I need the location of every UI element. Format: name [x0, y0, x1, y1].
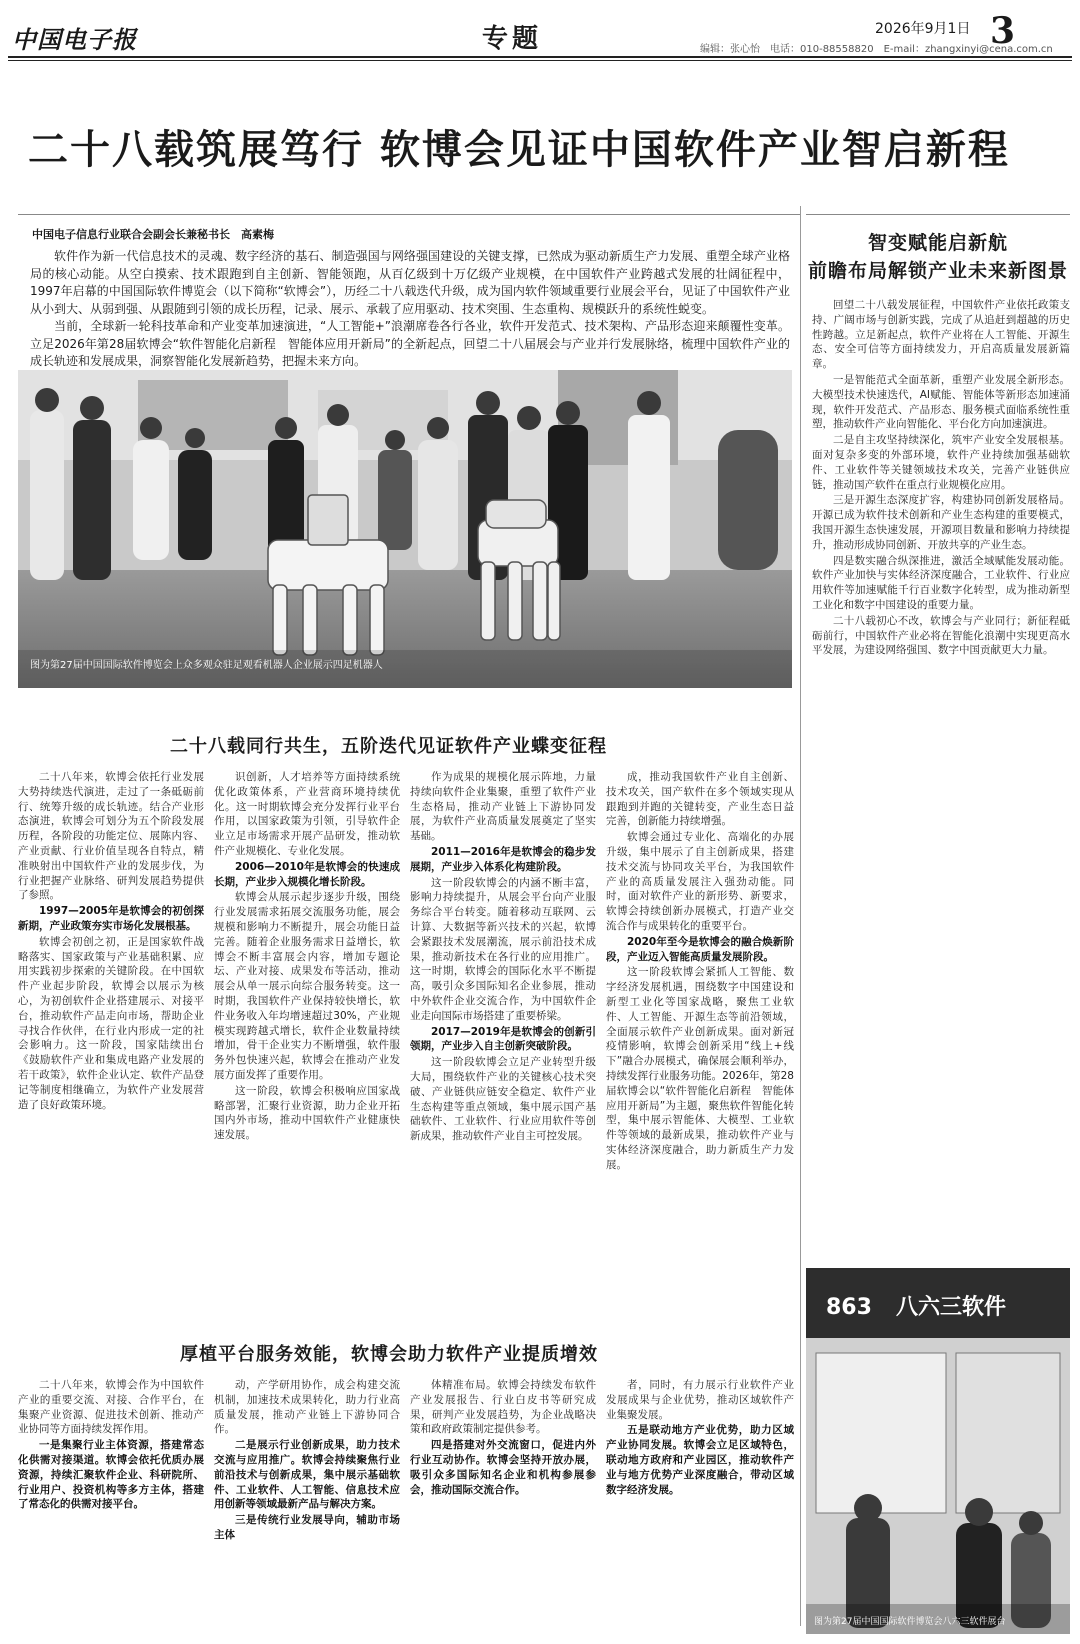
paragraph: 二十八载初心不改，软博会与产业同行；新征程砥砺前行，中国软件产业必将在智能化浪潮中实现更高水平发展，为建设网络强国、数字中国贡献更大力量。 [812, 614, 1070, 657]
sidebar-title: 智变赋能启新航 [867, 232, 1008, 254]
editor-contact: 编辑：张心怡 电话：010-88558820 E-mail：zhangxinyi@cena.com.cn [700, 44, 1053, 55]
paragraph: 这一阶段软博会紧抓人工智能、数字经济发展机遇，围绕数字中国建设和新型工业化等国家战略，聚焦工业软件、人工智能、开源生态等前沿领域，全面展示软件产业创新成果。面对新冠疫情影响，软博会创新采用“线上+线下”融合办展模式，确保展会顺利举办，持续发挥行业服务功能。2026年，第28届软博会以“软件智能化启新程 智能体应用开新局”为主题，聚焦软件智能化转型，集中展示智能体、大模型、工业软件等领域的最新成果，推动软件产业与实体经济深度融合，助力新质生产力发展。 [606, 966, 794, 1171]
paragraph: 动，产学研用协作，成会构建交流机制，加速技术成果转化，助力行业高质量发展，推动产业链上下游协同合作。 [214, 1379, 400, 1436]
paragraph: 四是数实融合纵深推进，激活全域赋能发展动能。软件产业加快与实体经济深度融合，工业软件、行业应用软件等加速赋能千行百业数字化转型，成为推动新型工业化和数字中国建设的重要力量。 [812, 554, 1070, 611]
paragraph: 这一阶段，软博会积极响应国家战略部署，汇聚行业资源，助力企业开拓国内外市场，推动中国软件产业健康快速发展。 [214, 1084, 400, 1142]
paragraph: 识创新，人才培养等方面持续系统优化政策体系，产业营商环境持续优化。这一时期软博会充分发挥行业平台作用，以国家政策为引领，引导软件企业立足市场需求开展产品研发，推动软件产业规模化、专业化发展。 [214, 771, 400, 857]
article-column [18, 1378, 204, 1634]
article-column [214, 770, 400, 1328]
paragraph: 软博会通过专业化、高端化的办展升级，集中展示了自主创新成果，搭建技术交流与协同攻关平台，为我国软件产业的高质量发展注入强劲动能。同时，面对软件产业的新形势、新要求，软博会持续创新办展模式，打造产业交流合作与成果转化的重要平台。 [606, 831, 794, 932]
paragraph: 回望二十八载发展征程，中国软件产业依托政策支持、广阔市场与创新实践，完成了从追赶到超越的历史性跨越。立足新起点，软件产业将在人工智能、开源生态、安全可信等方面持续发力，开启高质量发展新篇章。 [812, 299, 1070, 371]
article-column [606, 770, 794, 1328]
paragraph: 三是开源生态深度扩容，构建协同创新发展格局。开源已成为软件技术创新和产业生态构建的重要模式，我国开源生态快速发展，开源项目数量和影响力持续提升，推动形成协同创新、开放共享的产业生态。 [812, 494, 1070, 551]
subheading: 2011—2016年是软博会的稳步发展期，产业步入体系化构建阶段。 [410, 845, 596, 873]
paragraph: 一是智能范式全面革新，重塑产业发展全新形态。大模型技术快速迭代，AI赋能、智能体等新形态加速涌现，软件开发范式、产品形态、服务模式面临系统性重塑，推动软件产业向智能化、平台化方向加速演进。 [812, 373, 1070, 431]
subheading: 四是搭建对外交流窗口，促进内外行业互动协作。软博会坚持开放办展，吸引众多国际知名企业和机构参展参会，推动国际交流合作。 [410, 1439, 596, 1496]
sidebar-subtitle: 前瞻布局解锁产业未来新图景 [808, 260, 1069, 282]
lead-paragraph: 软件作为新一代信息技术的灵魂、数字经济的基石、制造强国与网络强国建设的关键支撑，已然成为驱动新质生产力发展、重塑全球产业格局的核心动能。从空白摸索、技术跟跑到自主创新、智能领跑，从百亿级到十万亿级产业规模，在中国软件产业跨越式发展的壮阔征程中，1997年启幕的中国国际软件博览会（以下简称“软博会”），历经二十八载迭代升级，成为国内软件领域重要行业展会平台，见证了中国软件产业从小到大、从弱到强、从跟随到引领的成长历程，记录、展示、承载了应用驱动、技术突围、生态重构、规模跃升的系统性蜕变。 [30, 249, 790, 316]
sidebar-rule [806, 214, 1070, 215]
subheading: 1997—2005年是软博会的初创探新期，产业政策夯实市场化发展根基。 [18, 905, 204, 932]
subheading: 二是展示行业创新成果，助力技术交流与应用推广。软博会持续聚焦行业前沿技术与创新成果，集中展示基础软件、工业软件、人工智能、信息技术应用创新等领域最新产品与解决方案。 [214, 1439, 400, 1511]
sidebar-photo-caption: 图为第27届中国国际软件博览会八六三软件展台 [814, 1617, 1006, 1627]
page-number: 3 [990, 10, 1016, 52]
paragraph: 软博会从展示起步逐步升级，围绕行业发展需求拓展交流服务功能，展会规模和影响力不断提升，展会功能日益完善。随着企业服务需求日益增长，软博会不断丰富展会内容，增加专题论坛、产业对接、成果发布等活动，推动展会从单一展示向综合服务转变。这一时期，我国软件产业保持较快增长，软件业务收入年均增速超过30%，产业规模实现跨越式增长，软件企业数量持续增加，骨干企业实力不断增强，软件服务外包快速兴起，软博会在推动产业发展方面发挥了重要作用。 [214, 891, 400, 1081]
newspaper-logo: 中国电子报 [12, 25, 137, 54]
subheading: 五是联动地方产业优势，助力区域产业协同发展。软博会立足区域特色，联动地方政府和产业园区，推动软件产业与地方优势产业深度融合，带动区域数字经济发展。 [606, 1424, 794, 1496]
paragraph: 体精准布局。软博会持续发布软件产业发展报告、行业白皮书等研究成果，研判产业发展趋势，为企业战略决策和政府政策制定提供参考。 [410, 1379, 596, 1436]
section-heading: 二十八载同行共生，五阶迭代见证软件产业蝶变征程 [170, 736, 607, 757]
sidebar-photo [806, 1268, 1070, 1634]
subheading: 一是集聚行业主体资源，搭建常态化供需对接渠道。软博会依托优质办展资源，持续汇聚软件企业、科研院所、行业用户、投资机构等多方主体，搭建了常态化的供需对接平台。 [18, 1439, 204, 1511]
article-column [410, 1378, 596, 1634]
column-divider [800, 206, 801, 1626]
masthead-rule [8, 56, 1072, 58]
paragraph: 二是自主攻坚持续深化，筑牢产业安全发展根基。面对复杂多变的外部环境，软件产业持续加强基础软件、工业软件等关键领域技术攻关，完善产业链供应链，推动国产软件在重点行业规模化应用。 [812, 434, 1070, 491]
subheading: 2006—2010年是软博会的快速成长期，产业步入规模化增长阶段。 [214, 860, 400, 888]
paragraph: 二十八年来，软博会依托行业发展大势持续迭代演进，走过了一条砥砺前行、统筹升级的成长轨迹。结合产业形态演进，软博会可划分为五个阶段发展历程，各阶段的功能定位、展陈内容、产业贡献、行业价值呈现各自特点，精准映射出中国软件产业的发展步伐，为行业把握产业脉络、研判发展趋势提供了参照。 [18, 771, 204, 902]
photo-caption: 图为第27届中国国际软件博览会上众多观众驻足观看机器人企业展示四足机器人 [30, 660, 383, 671]
subheading: 2017—2019年是软博会的创新引领期，产业步入自主创新突破阶段。 [410, 1025, 596, 1053]
byline-rule [18, 214, 800, 215]
paragraph: 二十八年来，软博会作为中国软件产业的重要交流、对接、合作平台，在集聚产业资源、促进技术创新、推动产业协同等方面持续发挥作用。 [18, 1379, 204, 1436]
main-headline: 二十八载筑展笃行 软博会见证中国软件产业智启新程 [28, 127, 1010, 173]
masthead-rule-thin [8, 60, 1072, 61]
robot-dog-scene-image [18, 370, 792, 688]
paragraph: 软博会初创之初，正是国家软件战略落实、国家政策与产业基础积累、应用实践初步探索的关键阶段。在中国软件产业起步阶段，软博会以展示为核心，为初创软件企业搭建展示、对接平台，推动软件产品走向市场，帮助企业寻找合作伙伴，在行业内形成一定的社会影响力。这一阶段，国家陆续出台《鼓励软件产业和集成电路产业发展的若干政策》，软件企业认定、软件产品登记等制度相继确立，为软件产业发展营造了良好政策环境。 [18, 935, 204, 1111]
exhibition-booth-image [806, 1268, 1070, 1634]
main-photo [18, 370, 792, 688]
article-column [214, 1378, 400, 1634]
section-title: 专题 [482, 24, 543, 54]
paragraph: 者，同时，有力展示行业软件产业发展成果与企业优势，推动区域软件产业集聚发展。 [606, 1379, 794, 1421]
section-heading: 厚植平台服务效能，软博会助力软件产业提质增效 [180, 1344, 598, 1365]
paragraph: 作为成果的规模化展示阵地，力量持续向软件企业集聚，重塑了软件产业生态格局，推动产业链上下游协同发展，为软件产业高质量发展奠定了坚实基础。 [410, 771, 596, 843]
paragraph: 这一阶段软博会立足产业转型升级大局，围绕软件产业的关键核心技术突破、产业链供应链安全稳定、软件产业生态构建等重点领域，集中展示国产基础软件、工业软件、行业应用软件等创新成果，推动软件产业自主可控发展。 [410, 1056, 596, 1143]
lead-paragraph: 当前，全球新一轮科技革命和产业变革加速演进，“人工智能+”浪潮席卷各行各业，软件开发范式、技术架构、产品形态迎来颠覆性变革。立足2026年第28届软博会“软件智能化启新程 智能体应用开新局”的全新起点，回望二十八届展会与产业并行发展脉络，梳理中国软件产业的成长轨迹和发展成果，洞察智能化发展新趋势，把握未来方向。 [30, 319, 790, 368]
subheading: 三是传统行业发展导向，辅助市场主体 [214, 1514, 400, 1541]
byline: 中国电子信息行业联合会副会长兼秘书长 高素梅 [32, 228, 274, 241]
booth-brand-text: 八六三软件 [896, 1295, 1007, 1320]
lead-paragraphs [30, 248, 790, 371]
subheading: 2020年至今是软博会的融合焕新阶段，产业迈入智能高质量发展阶段。 [606, 935, 794, 963]
article-column [410, 770, 596, 1328]
svg-text:863: 863 [826, 1295, 872, 1320]
paragraph: 这一阶段软博会的内涵不断丰富，影响力持续提升，从展会平台向产业服务综合平台转变。随着移动互联网、云计算、大数据等新兴技术的兴起，软博会紧跟技术发展潮流，展示前沿技术成果，推动新技术在各行业的应用推广。这一时期，软博会的国际化水平不断提高，吸引众多国际知名企业参展，推动中外软件企业交流合作，为中国软件企业走向国际市场搭建了重要桥梁。 [410, 876, 596, 1022]
sidebar-column [812, 298, 1070, 1258]
article-column [606, 1378, 794, 1634]
paragraph: 成，推动我国软件产业自主创新、技术攻关，国产软件在多个领域实现从跟跑到并跑的关键转变，产业生态日益完善，创新能力持续增强。 [606, 771, 794, 828]
issue-date: 2026年9月1日 [875, 21, 971, 37]
article-column [18, 770, 204, 1328]
